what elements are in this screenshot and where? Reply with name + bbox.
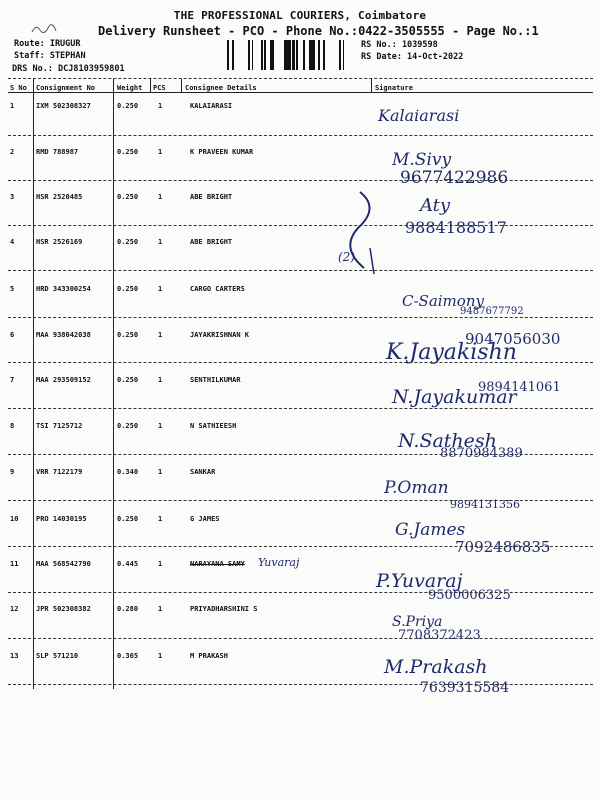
- row-weight: 0.340: [117, 468, 139, 476]
- row-consignee: K PRAVEEN KUMAR: [190, 148, 254, 156]
- drs-number: DRS No.: DCJ8103959801: [12, 64, 125, 74]
- row-sno: 6: [10, 331, 15, 339]
- row-pcs: 1: [158, 102, 163, 110]
- barcode-icon: [227, 40, 352, 70]
- row-weight: 0.250: [117, 515, 139, 523]
- row-consignee: NARAYANA SAMY: [190, 560, 245, 568]
- row-signature-name: C-Saimony: [402, 292, 484, 310]
- row-separator: [8, 270, 593, 271]
- row-pcs: 1: [158, 238, 163, 246]
- staff-label: Staff: STEPHAN: [14, 51, 86, 61]
- row-signature-name: Kalaiarasi: [378, 106, 460, 125]
- row-separator: [8, 135, 593, 136]
- row-consignee: KALAIARASI: [190, 102, 233, 110]
- row-consignee: G JAMES: [190, 515, 220, 523]
- row-consignment-no: IXM 502308327: [36, 102, 91, 110]
- row-pcs: 1: [158, 376, 163, 384]
- row-weight: 0.250: [117, 238, 139, 246]
- row-signature-name: K.Jayakishn: [386, 340, 517, 365]
- row-signature-name: N.Sathesh: [398, 430, 497, 452]
- row-sno: 11: [10, 560, 19, 568]
- row-separator: [8, 180, 593, 181]
- row-consignment-no: PRO 14030195: [36, 515, 87, 523]
- row-consignment-no: JPR 502308382: [36, 605, 91, 613]
- row-consignee: CARGO CARTERS: [190, 285, 245, 293]
- column-header-signature: Signature: [375, 84, 413, 92]
- row-weight: 0.445: [117, 560, 139, 568]
- row-weight: 0.250: [117, 102, 139, 110]
- row-consignee: ABE BRIGHT: [190, 238, 233, 246]
- row-consignee: PRIYADHARSHINI S: [190, 605, 258, 613]
- row-pcs: 1: [158, 560, 163, 568]
- row-signature-phone: 7708372423: [398, 628, 481, 643]
- row-consignment-no: RMD 788987: [36, 148, 79, 156]
- row-separator: [8, 592, 593, 593]
- row-separator: [8, 638, 593, 639]
- rs-number: RS No.: 1039598: [361, 40, 438, 50]
- row-consignee: N SATHIEESH: [190, 422, 237, 430]
- row-signature-phone: 9487677792: [460, 306, 524, 317]
- row-consignment-no: HRD 343300254: [36, 285, 91, 293]
- row-separator: [8, 500, 593, 501]
- row-sno: 4: [10, 238, 15, 246]
- row-signature-name: S.Priya: [392, 614, 443, 630]
- row-consignment-no: HSR 2520485: [36, 193, 83, 201]
- row-pcs: 1: [158, 148, 163, 156]
- row-sno: 7: [10, 376, 15, 384]
- row-separator: [8, 684, 593, 685]
- row-pcs: 1: [158, 422, 163, 430]
- column-header-sno: S No: [10, 84, 27, 92]
- row-signature-name: G.James: [395, 520, 466, 540]
- row-consignment-no: SLP 571210: [36, 652, 79, 660]
- row-separator: [8, 546, 593, 547]
- row-signature-phone: 7639315584: [420, 680, 510, 696]
- row-pcs: 1: [158, 285, 163, 293]
- row-signature-name: Aty: [420, 195, 451, 216]
- row-pcs: 1: [158, 331, 163, 339]
- row-consignment-no: MAA 568542790: [36, 560, 91, 568]
- row-pcs: 1: [158, 193, 163, 201]
- row-consignment-no: MAA 938042038: [36, 331, 91, 339]
- row-weight: 0.250: [117, 148, 139, 156]
- route-label: Route: IRUGUR: [14, 39, 81, 49]
- row-weight: 0.280: [117, 605, 139, 613]
- row-separator: [8, 408, 593, 409]
- row-sno: 10: [10, 515, 19, 523]
- row-signature-phone: 7092486835: [455, 538, 551, 556]
- row-signature-name: M.Prakash: [384, 656, 488, 678]
- row-sno: 1: [10, 102, 15, 110]
- row-pcs: 1: [158, 515, 163, 523]
- row-pcs: 1: [158, 605, 163, 613]
- row-consignment-no: VRR 7122179: [36, 468, 83, 476]
- row-separator: [8, 225, 593, 226]
- row-consignee-note: Yuvaraj: [258, 556, 300, 569]
- row-weight: 0.250: [117, 193, 139, 201]
- document-title: THE PROFESSIONAL COURIERS, Coimbatore: [173, 9, 427, 22]
- row-weight: 0.250: [117, 331, 139, 339]
- row-sno: 3: [10, 193, 15, 201]
- row-weight: 0.365: [117, 652, 139, 660]
- row-consignee: ABE BRIGHT: [190, 193, 233, 201]
- row-consignee: SENTHILKUMAR: [190, 376, 241, 384]
- column-header-consignment: Consignment No: [36, 84, 96, 92]
- row-consignee: SANKAR: [190, 468, 216, 476]
- row-consignment-no: TSI 7125712: [36, 422, 83, 430]
- row-separator: [8, 454, 593, 455]
- row-signature-phone: 9884188517: [405, 218, 507, 237]
- row-signature-name: M.Sivy: [392, 150, 452, 170]
- row-separator: [8, 362, 593, 363]
- bracket-scribble-icon: [330, 188, 390, 278]
- row-signature-phone: 9894141061: [478, 380, 561, 395]
- row-consignment-no: MAA 293509152: [36, 376, 91, 384]
- document-subtitle: Delivery Runsheet - PCO - Phone No.:0422-3505555 - Page No.:1: [98, 24, 539, 38]
- row-pcs: 1: [158, 652, 163, 660]
- column-header-pcs: PCS: [153, 84, 166, 92]
- stamp-mark-icon: [30, 22, 60, 36]
- column-header-weight: Weight: [117, 84, 143, 92]
- column-header-consignee: Consignee Details: [185, 84, 257, 92]
- row-signature-name: N.Jayakumar: [392, 386, 517, 408]
- row-signature-phone: 8870984389: [440, 446, 523, 461]
- row-consignee: M PRAKASH: [190, 652, 228, 660]
- row-sno: 8: [10, 422, 15, 430]
- rs-date: RS Date: 14-Oct-2022: [361, 52, 464, 62]
- row-sno: 12: [10, 605, 19, 613]
- row-signature-phone: 9047056030: [465, 330, 561, 348]
- row-weight: 0.250: [117, 422, 139, 430]
- row-consignee: JAYAKRISHNAN K: [190, 331, 250, 339]
- row-sno: 13: [10, 652, 19, 660]
- row-separator: [8, 317, 593, 318]
- row-sno: 5: [10, 285, 15, 293]
- row-signature-name: P.Yuvaraj: [376, 570, 463, 592]
- row-weight: 0.250: [117, 376, 139, 384]
- row-consignment-no: HSR 2526169: [36, 238, 83, 246]
- row-signature-name: (2): [338, 250, 355, 264]
- row-pcs: 1: [158, 468, 163, 476]
- row-signature-phone: 9677422986: [400, 168, 509, 188]
- row-sno: 9: [10, 468, 15, 476]
- row-signature-name: P.Oman: [384, 478, 449, 498]
- row-weight: 0.250: [117, 285, 139, 293]
- row-signature-phone: 9500006325: [428, 588, 511, 603]
- row-signature-phone: 9894131356: [450, 498, 520, 511]
- row-sno: 2: [10, 148, 15, 156]
